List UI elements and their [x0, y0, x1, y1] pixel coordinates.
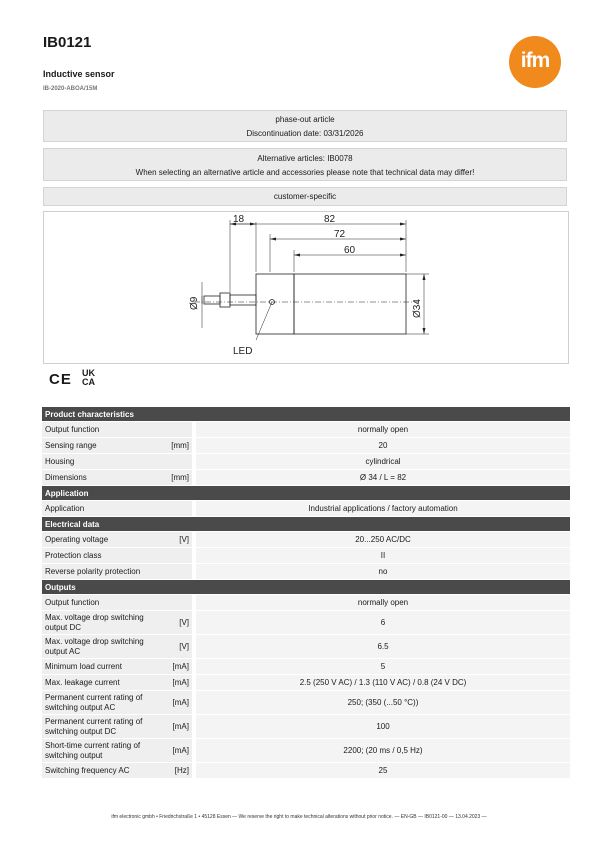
dim-72-label: 72	[334, 229, 346, 240]
dim-60-label: 60	[344, 245, 356, 256]
table-row: Sensing range [mm] 20	[42, 438, 570, 453]
table-row: Minimum load current [mA] 5	[42, 659, 570, 674]
alternative-articles: Alternative articles: IB0078	[257, 154, 353, 163]
dim-9-label: Ø9	[189, 296, 200, 310]
led-label: LED	[233, 346, 253, 357]
dim-18-label: 18	[233, 214, 245, 225]
table-row: Short-time current rating of switching output [mA] 2200; (20 ms / 0,5 Hz)	[42, 739, 570, 762]
product-type: Inductive sensor	[43, 69, 115, 79]
dim-82-label: 82	[324, 214, 336, 225]
ce-mark: CE	[49, 371, 72, 388]
table-row: Switching frequency AC [Hz] 25	[42, 763, 570, 778]
dimension-drawing	[43, 211, 569, 364]
table-row: Permanent current rating of switching output DC [mA] 100	[42, 715, 570, 738]
table-row: Protection class II	[42, 548, 570, 563]
ukca-mark: UK CA	[82, 368, 95, 387]
product-code: IB0121	[43, 34, 92, 51]
ifm-logo: ifm	[509, 36, 561, 88]
table-row: Max. leakage current [mA] 2.5 (250 V AC) / 1.3 (110 V AC) / 0.8 (24 V DC)	[42, 675, 570, 690]
section-header: Electrical data	[42, 517, 570, 531]
table-row: Housing cylindrical	[42, 454, 570, 469]
section-header: Outputs	[42, 580, 570, 594]
phase-out-label: phase-out article	[275, 115, 335, 124]
section-header: Product characteristics	[42, 407, 570, 421]
table-row: Operating voltage [V] 20...250 AC/DC	[42, 532, 570, 547]
section-header: Application	[42, 486, 570, 500]
customer-specific-notice: customer-specific	[43, 187, 567, 206]
table-row: Max. voltage drop switching output DC [V] 6	[42, 611, 570, 634]
table-row: Application Industrial applications / factory automation	[42, 501, 570, 516]
table-row: Max. voltage drop switching output AC [V] 6.5	[42, 635, 570, 658]
dim-34-label: Ø34	[412, 299, 423, 318]
table-row: Reverse polarity protection no	[42, 564, 570, 579]
alternative-notice	[43, 148, 567, 181]
table-row: Output function normally open	[42, 422, 570, 437]
discontinuation-date: Discontinuation date: 03/31/2026	[246, 129, 364, 138]
sensor-drawing-svg	[44, 212, 570, 365]
phase-out-notice	[43, 110, 567, 142]
table-row: Output function normally open	[42, 595, 570, 610]
page-footer: ifm electronic gmbh • Friedrichstraße 1 • 45128 Essen — We reserve the right to make technical alterations without prior notice. — EN-GB — IB0121-00 — 13.04.2023 —	[111, 814, 487, 820]
alternative-warning: When selecting an alternative article and accessories please note that technical data may differ!	[135, 168, 475, 177]
spec-table	[42, 406, 570, 779]
table-row: Permanent current rating of switching output AC [mA] 250; (350 (...50 °C))	[42, 691, 570, 714]
table-row: Dimensions [mm] Ø 34 / L = 82	[42, 470, 570, 485]
article-designation: IB-2020-ABOA/15M	[43, 86, 98, 92]
